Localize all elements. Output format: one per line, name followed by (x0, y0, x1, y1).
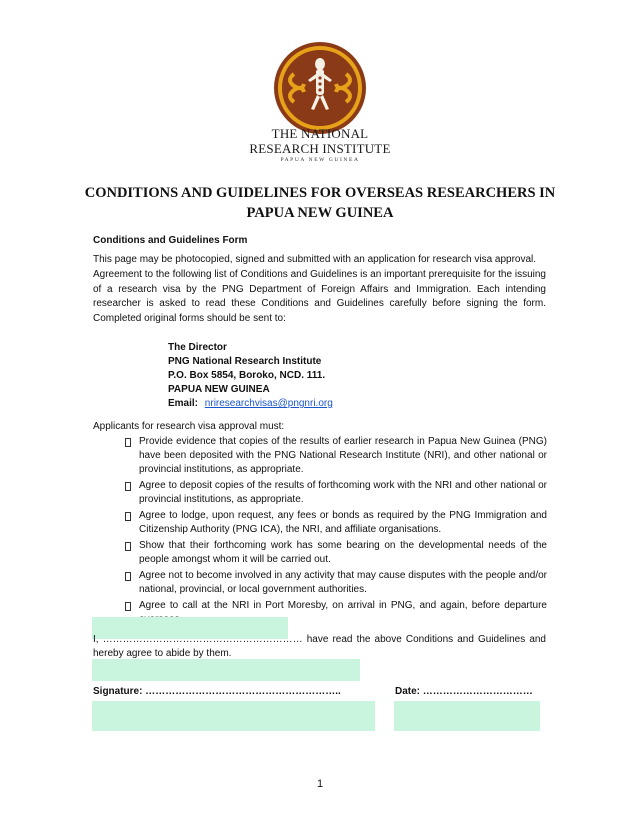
condition-text: Agree to call at the NRI in Port Moresby, on arrival in PNG, and again, before departure (139, 600, 547, 611)
declaration-text: I, …………………………………………………… have read the above Conditions and Guidelines and hereby agree to abide by them. (93, 634, 546, 659)
checkbox-glyph-icon (125, 438, 131, 447)
list-item (122, 509, 547, 537)
mailing-address (168, 341, 333, 411)
document-title (60, 183, 580, 223)
email-row (168, 397, 333, 411)
intro-paragraph-2: Agreement to the following list of Conditions and Guidelines is an important prerequisite for the issuing of a research visa by the PNG Department of Foreign Affairs and Immigration. Each intending researcher is asked to read these Conditions and Guidelines carefully before signing the form. Completed original forms should be sent to: (93, 269, 546, 324)
checkbox-glyph-icon (125, 602, 131, 611)
title-line-2: PAPUA NEW GUINEA (246, 205, 394, 221)
address-line-1: The Director (168, 342, 227, 353)
condition-text: Agree to deposit copies of the results of forthcoming work with the NRI and other national or provincial institutions, as appropriate. (139, 480, 547, 505)
checkbox-glyph-icon (125, 512, 131, 521)
list-item (122, 539, 547, 567)
condition-text: Show that their forthcoming work has some bearing on the developmental needs of the people amongst whom it will be carried out. (139, 540, 547, 565)
page-number: 1 (316, 778, 324, 790)
checkbox-glyph-icon (125, 482, 131, 491)
address-line-3: P.O. Box 5854, Boroko, NCD. 111. (168, 370, 326, 381)
date-label: Date: …………………………… (395, 686, 533, 697)
agreement-field[interactable] (92, 659, 360, 681)
condition-text: Agree not to become involved in any activity that may cause disputes with the people and/or national, provincial, or local government authorities. (139, 570, 547, 595)
signature-label: Signature: ………………………………………………….. (93, 686, 341, 697)
list-item (122, 479, 547, 507)
condition-text: Agree to lodge, upon request, any fees or bonds as required by the PNG Immigration and Citizenship Authority (PNG ICA), the NRI, and affiliate organisations. (139, 510, 547, 535)
nri-logo (272, 40, 368, 136)
title-line-1: CONDITIONS AND GUIDELINES FOR OVERSEAS RESEARCHERS IN (84, 185, 556, 201)
address-line-2: PNG National Research Institute (168, 356, 322, 367)
address-line-4: PAPUA NEW GUINEA (168, 384, 270, 395)
list-item (122, 569, 547, 597)
intro-paragraph-1: This page may be photocopied, signed and submitted with an application for research visa approval. (93, 254, 537, 265)
list-item (122, 435, 547, 477)
applicants-intro: Applicants for research visa approval must: (93, 421, 285, 432)
email-link[interactable]: nriresearchvisas@pngnri.org (204, 398, 333, 409)
org-country-line: PAPUA NEW GUINEA (280, 157, 360, 163)
form-heading: Conditions and Guidelines Form (93, 235, 248, 246)
email-label: Email: (168, 398, 199, 409)
org-name-line2: RESEARCH INSTITUTE (249, 141, 391, 156)
checkbox-glyph-icon (125, 572, 131, 581)
signature-field[interactable] (92, 701, 375, 731)
condition-text: Provide evidence that copies of the results of earlier research in Papua New Guinea (PNG) have been deposited with the PNG National Research Institute (NRI), and other national or provincial institutions, as appropriate. (139, 436, 547, 475)
nri-emblem-icon (272, 40, 368, 136)
checkbox-glyph-icon (125, 542, 131, 551)
conditions-list (122, 435, 547, 629)
date-field[interactable] (394, 701, 540, 731)
org-name-line1: THE NATIONAL (271, 126, 369, 141)
